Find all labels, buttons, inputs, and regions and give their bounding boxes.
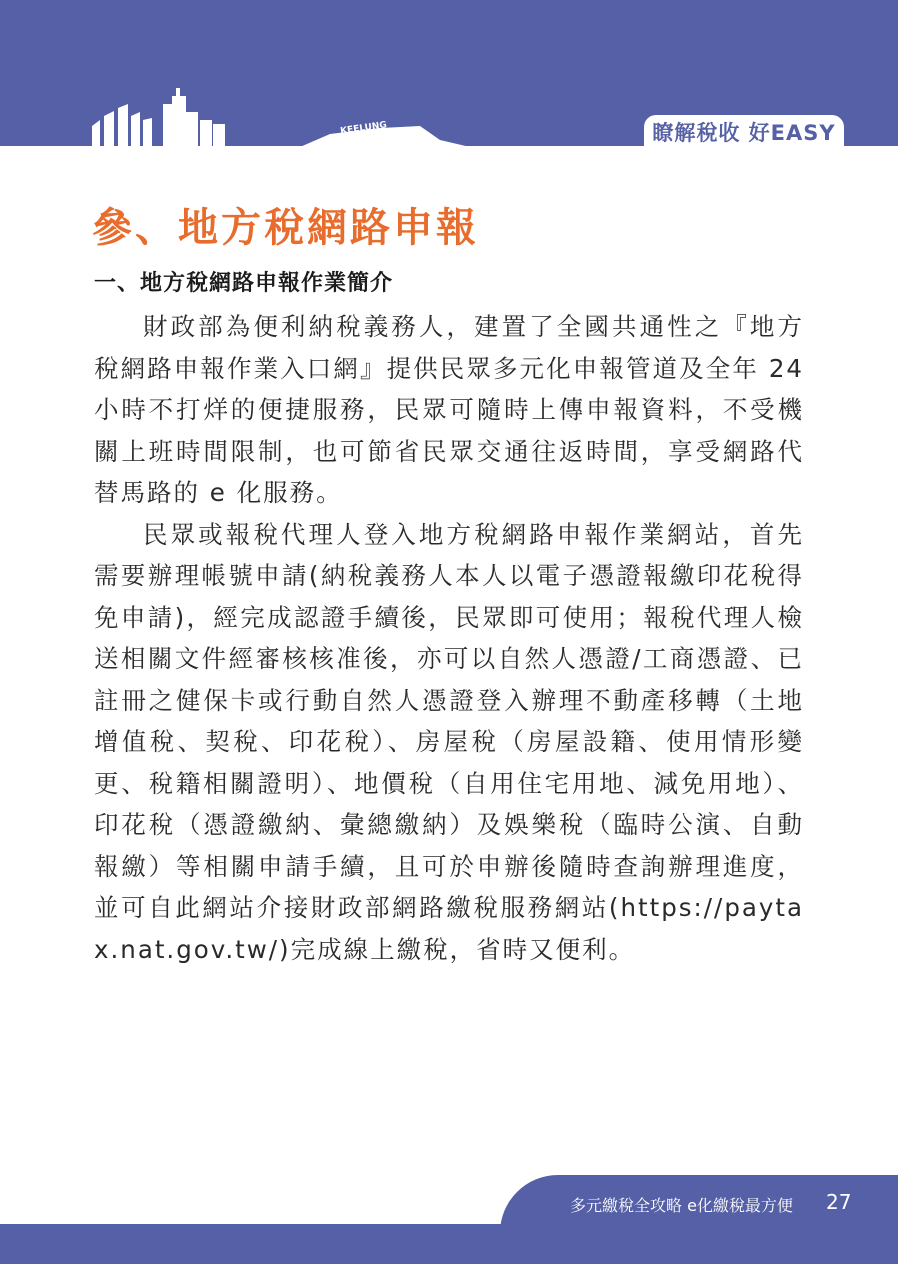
section-body bbox=[94, 306, 804, 970]
header-badge bbox=[644, 115, 844, 149]
skyline-label: KEELUNG bbox=[339, 120, 388, 137]
header-badge-text: 瞭解稅收 好EASY bbox=[652, 121, 836, 145]
body-paragraph-1: 財政部為便利納稅義務人，建置了全國共通性之『地方稅網路申報作業入口網』提供民眾多元化申報管道及全年 24 小時不打烊的便捷服務，民眾可隨時上傳申報資料，不受機關上班時間限制，也可節省民眾交通往返時間，享受網路代替馬路的 e 化服務。 bbox=[94, 312, 804, 507]
skyline-buildings-left bbox=[92, 88, 225, 147]
body-paragraph-2: 民眾或報稅代理人登入地方稅網路申報作業網站，首先需要辦理帳號申請(納稅義務人本人以電子憑證報繳印花稅得免申請)，經完成認證手續後，民眾即可使用；報稅代理人檢送相關文件經審核核准後，亦可以自然人憑證/工商憑證、已註冊之健保卡或行動自然人憑證登入辦理不動產移轉（土地增值稅、契稅、印花稅）、房屋稅（房屋設籍、使用情形變更、稅籍相關證明）、地價稅（自用住宅用地、減免用地）、印花稅（憑證繳納、彙總繳納）及娛樂稅（臨時公演、自動報繳）等相關申請手續，且可於申辦後隨時查詢辦理進度，並可自此網站介接財政部網路繳稅服務網站(https://paytax.nat.gov.tw/)完成線上繳稅，省時又便利。 bbox=[94, 519, 804, 964]
section-heading: 一、地方稅網路申報作業簡介 bbox=[94, 271, 394, 296]
footer-band bbox=[0, 1224, 898, 1264]
page-title: 參、地方稅網路申報 bbox=[92, 205, 479, 251]
footer-caption: 多元繳稅全攻略 e化繳稅最方便 bbox=[570, 1196, 793, 1215]
page-number: 27 bbox=[826, 1190, 852, 1214]
